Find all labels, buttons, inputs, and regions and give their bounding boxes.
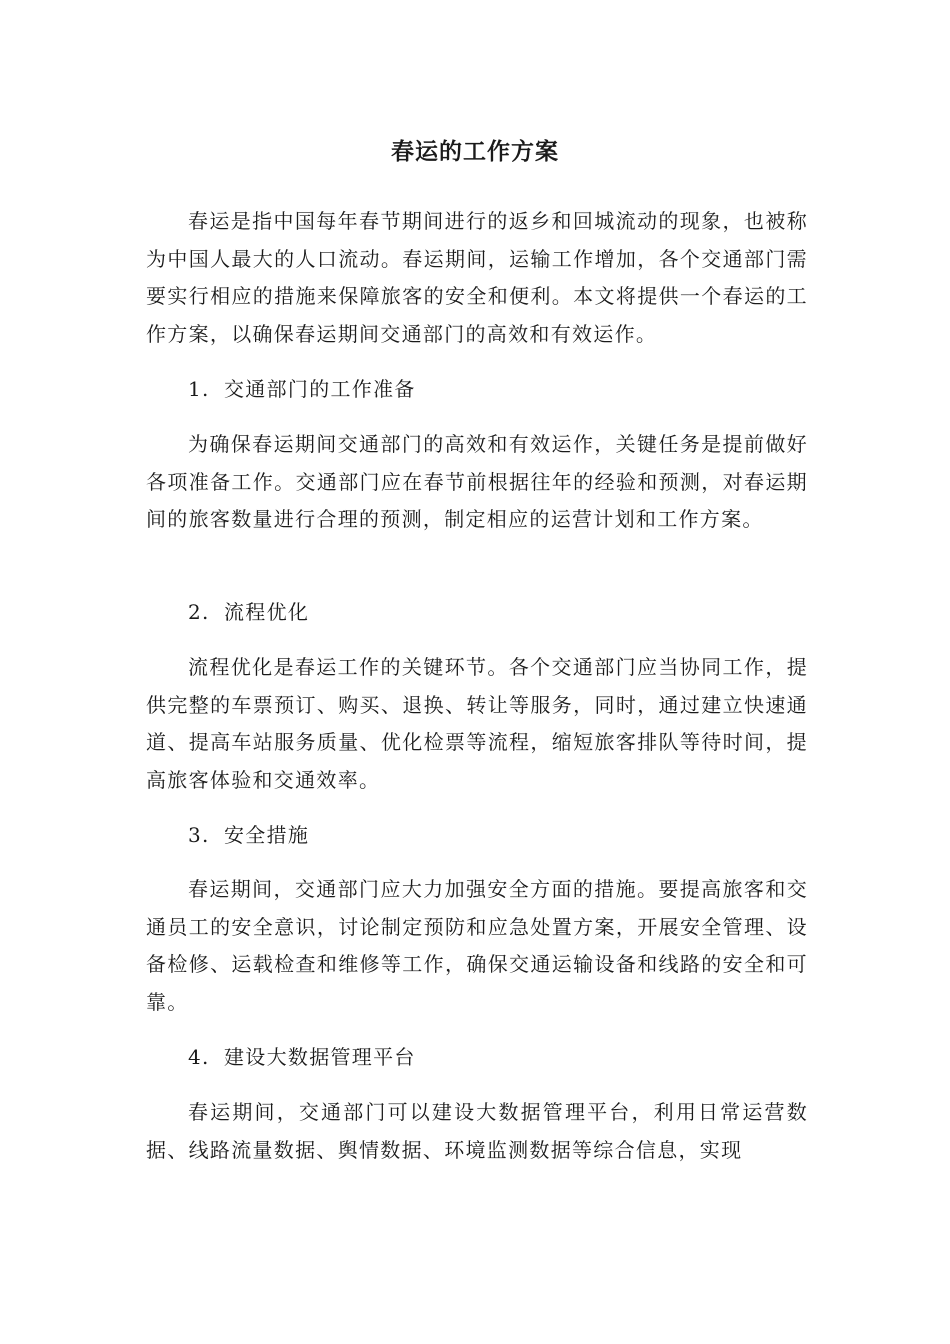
section-number: 3. [188,823,210,847]
document-title: 春运的工作方案 [391,139,559,165]
section-heading-text: 建设大数据管理平台 [224,1045,416,1069]
section-heading-3 [188,817,788,855]
section-heading-2 [188,594,788,632]
section-number: 2. [188,600,210,624]
section-body-1: 为确保春运期间交通部门的高效和有效运作，关键任务是提前做好各项准备工作。交通部门应在春节前根据往年的经验和预测，对春运期间的旅客数量进行合理的预测，制定相应的运营计划和工作方案。 [146,432,808,531]
section-heading-text: 流程优化 [224,600,310,624]
section-body-4: 春运期间，交通部门可以建设大数据管理平台，利用日常运营数据、线路流量数据、舆情数据、环境监测数据等综合信息，实现 [146,1100,808,1162]
section-heading-text: 交通部门的工作准备 [224,377,416,401]
section-body-3: 春运期间，交通部门应大力加强安全方面的措施。要提高旅客和交通员工的安全意识，讨论制定预防和应急处置方案，开展安全管理、设备检修、运载检查和维修等工作，确保交通运输设备和线路的安全和可靠。 [146,877,808,1014]
section-number: 1. [188,377,210,401]
section-heading-4 [188,1039,788,1077]
intro-paragraph: 春运是指中国每年春节期间进行的返乡和回城流动的现象，也被称为中国人最大的人口流动。春运期间，运输工作增加，各个交通部门需要实行相应的措施来保障旅客的安全和便利。本文将提供一个春运的工作方案，以确保春运期间交通部门的高效和有效运作。 [146,209,808,346]
section-body-2: 流程优化是春运工作的关键环节。各个交通部门应当协同工作，提供完整的车票预订、购买、退换、转让等服务，同时，通过建立快速通道、提高车站服务质量、优化检票等流程，缩短旅客排队等待时间，提高旅客体验和交通效率。 [146,655,808,792]
section-heading-text: 安全措施 [224,823,310,847]
section-heading-1 [188,371,788,409]
section-number: 4. [188,1045,210,1069]
